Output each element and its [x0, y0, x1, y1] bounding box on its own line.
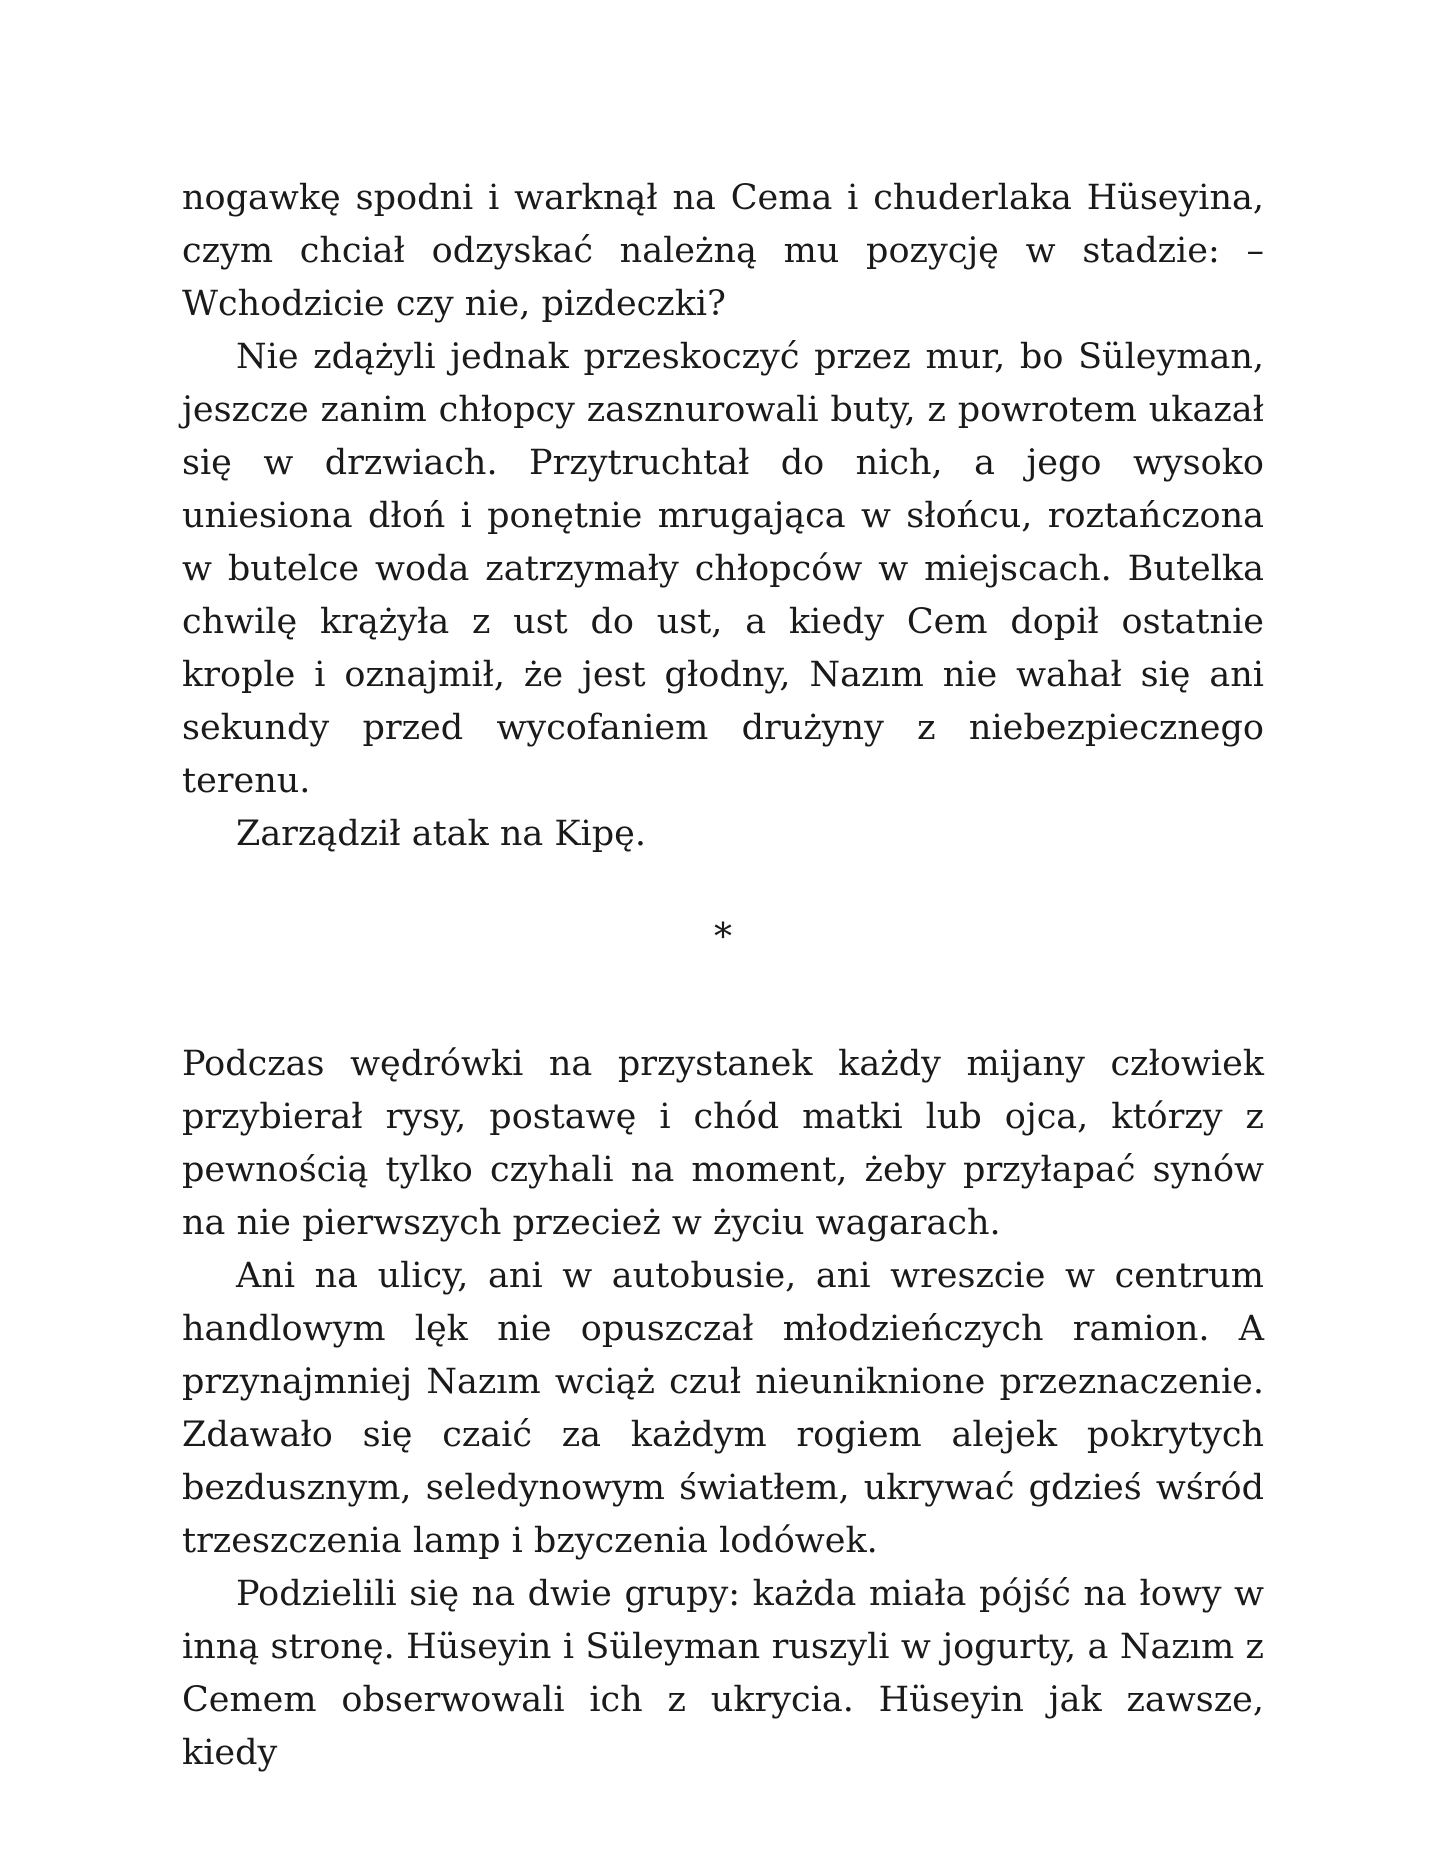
paragraph-1: nogawkę spodni i warknął na Cema i chuderlaka Hüseyina, czym chciał odzyskać należną mu pozycję w stadzie: – Wchodzicie czy nie, pizdeczki? [182, 178, 1264, 324]
book-page [182, 172, 1264, 1780]
paragraph-2: Nie zdążyli jednak przeskoczyć przez mur, bo Süleyman, jeszcze zanim chłopcy zasznurowali buty, z powrotem ukazał się w drzwiach. Przytruchtał do nich, a jego wysoko uniesiona dłoń i ponętnie mrugająca w słońcu, roztańczona w butelce woda zatrzymały chłopców w miejscach. Butelka chwilę krążyła z ust do ust, a kiedy Cem dopił ostatnie krople i oznajmił, że jest głodny, Nazım nie wahał się ani sekundy przed wycofaniem drużyny z niebezpiecznego terenu. [182, 337, 1264, 801]
section-separator: * [714, 917, 732, 958]
paragraph-5: Ani na ulicy, ani w autobusie, ani wreszcie w centrum handlowym lęk nie opuszczał młodzieńczych ramion. A przynajmniej Nazım wciąż czuł nieuniknione przeznaczenie. Zdawało się czaić za każdym rogiem alejek pokrytych bezdusznym, seledynowym światłem, ukrywać gdzieś wśród trzeszczenia lamp i bzyczenia lodówek. [182, 1256, 1264, 1561]
section-one [182, 172, 1264, 861]
paragraph-4: Podczas wędrówki na przystanek każdy mijany człowiek przybierał rysy, postawę i chód matki lub ojca, którzy z pewnością tylko czyhali na moment, żeby przyłapać synów na nie pierwszych przecież w życiu wagarach. [182, 1044, 1264, 1243]
section-two [182, 1038, 1264, 1780]
paragraph-3: Zarządził atak na Kipę. [236, 814, 646, 854]
paragraph-6: Podzielili się na dwie grupy: każda miała pójść na łowy w inną stronę. Hüseyin i Süleyman ruszyli w jogurty, a Nazım z Cemem obserwowali ich z ukrycia. Hüseyin jak zawsze, kiedy [182, 1574, 1264, 1773]
